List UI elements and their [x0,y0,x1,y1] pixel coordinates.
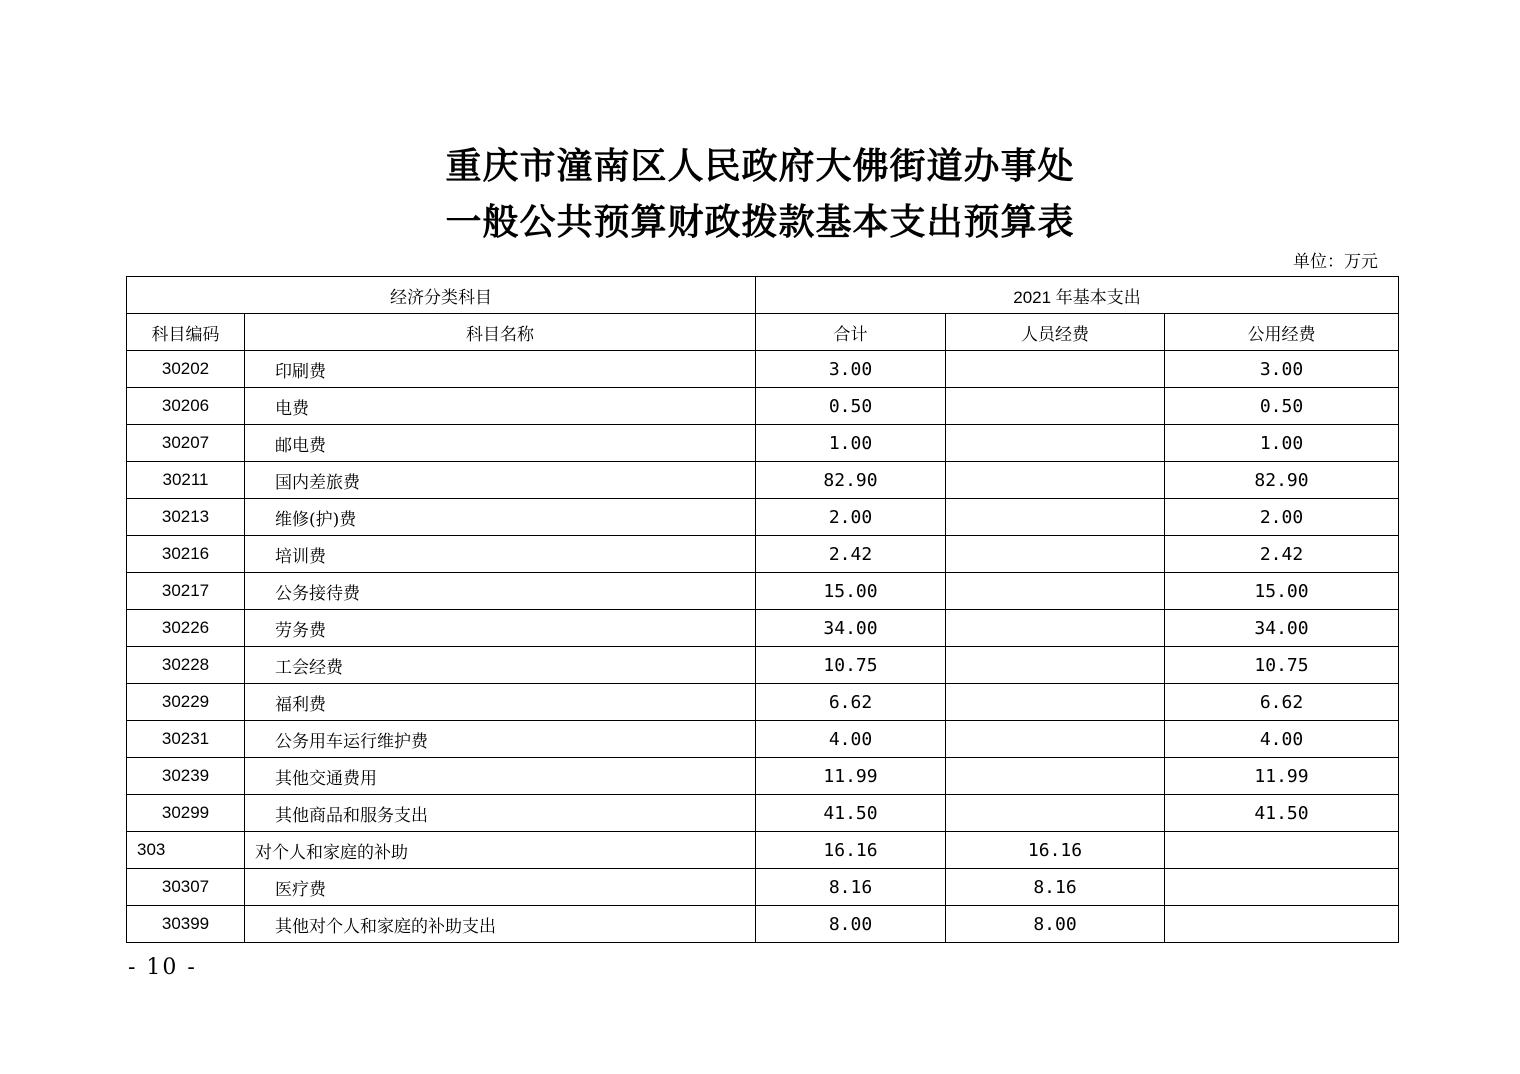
header-total: 合计 [756,314,946,351]
cell-code: 303 [127,832,245,869]
cell-name: 公务接待费 [245,573,756,610]
cell-personnel: 8.00 [946,906,1165,943]
cell-public: 11.99 [1165,758,1399,795]
cell-total: 15.00 [756,573,946,610]
cell-personnel [946,610,1165,647]
header-economic-category: 经济分类科目 [127,277,756,314]
cell-total: 82.90 [756,462,946,499]
cell-public: 15.00 [1165,573,1399,610]
cell-name: 工会经费 [245,647,756,684]
table-row [127,684,1399,721]
cell-public: 6.62 [1165,684,1399,721]
table-row [127,647,1399,684]
cell-total: 34.00 [756,610,946,647]
cell-total: 6.62 [756,684,946,721]
cell-total: 4.00 [756,721,946,758]
header-code: 科目编码 [127,314,245,351]
cell-total: 3.00 [756,351,946,388]
cell-code: 30239 [127,758,245,795]
cell-code: 30202 [127,351,245,388]
cell-code: 30229 [127,684,245,721]
cell-code: 30207 [127,425,245,462]
cell-code: 30213 [127,499,245,536]
cell-name: 劳务费 [245,610,756,647]
cell-public: 2.00 [1165,499,1399,536]
cell-code: 30216 [127,536,245,573]
cell-public: 0.50 [1165,388,1399,425]
table-row [127,499,1399,536]
unit-label: 单位：万元 [1293,252,1378,272]
cell-personnel [946,499,1165,536]
cell-total: 41.50 [756,795,946,832]
cell-name: 邮电费 [245,425,756,462]
cell-public [1165,906,1399,943]
cell-code: 30226 [127,610,245,647]
cell-name: 对个人和家庭的补助 [245,832,756,869]
cell-personnel [946,758,1165,795]
cell-name: 其他商品和服务支出 [245,795,756,832]
cell-total: 8.16 [756,869,946,906]
cell-code: 30299 [127,795,245,832]
table-row [127,573,1399,610]
cell-name: 电费 [245,388,756,425]
cell-personnel [946,388,1165,425]
cell-total: 0.50 [756,388,946,425]
table-group-header-row [127,277,1399,314]
table-row [127,425,1399,462]
page-number: - 10 - [128,955,197,980]
cell-name: 其他对个人和家庭的补助支出 [245,906,756,943]
cell-code: 30399 [127,906,245,943]
cell-personnel [946,536,1165,573]
cell-name: 培训费 [245,536,756,573]
cell-public: 1.00 [1165,425,1399,462]
cell-code: 30206 [127,388,245,425]
cell-name: 福利费 [245,684,756,721]
document-title-line1: 重庆市潼南区人民政府大佛街道办事处 [445,145,1075,187]
cell-code: 30307 [127,869,245,906]
table-row [127,906,1399,943]
cell-total: 11.99 [756,758,946,795]
cell-public: 10.75 [1165,647,1399,684]
cell-code: 30217 [127,573,245,610]
table-row [127,536,1399,573]
table-row [127,351,1399,388]
table-row [127,462,1399,499]
cell-name: 公务用车运行维护费 [245,721,756,758]
table-row [127,721,1399,758]
cell-public [1165,832,1399,869]
document-title-line2: 一般公共预算财政拨款基本支出预算表 [445,201,1075,243]
header-public: 公用经费 [1165,314,1399,351]
cell-name: 国内差旅费 [245,462,756,499]
cell-personnel [946,573,1165,610]
cell-public: 3.00 [1165,351,1399,388]
cell-name: 其他交通费用 [245,758,756,795]
cell-code: 30211 [127,462,245,499]
table-row [127,388,1399,425]
header-year-basic-expense: 2021 年基本支出 [756,277,1399,314]
budget-table [126,276,1399,943]
table-body [127,351,1399,943]
cell-personnel [946,795,1165,832]
cell-public: 41.50 [1165,795,1399,832]
header-name: 科目名称 [245,314,756,351]
header-personnel: 人员经费 [946,314,1165,351]
cell-personnel: 8.16 [946,869,1165,906]
cell-code: 30228 [127,647,245,684]
cell-personnel [946,647,1165,684]
table-column-header-row [127,314,1399,351]
cell-personnel [946,351,1165,388]
cell-personnel [946,462,1165,499]
cell-personnel: 16.16 [946,832,1165,869]
cell-code: 30231 [127,721,245,758]
cell-total: 10.75 [756,647,946,684]
table-row [127,610,1399,647]
cell-personnel [946,684,1165,721]
cell-public [1165,869,1399,906]
cell-public: 82.90 [1165,462,1399,499]
cell-name: 维修(护)费 [245,499,756,536]
cell-public: 2.42 [1165,536,1399,573]
cell-total: 16.16 [756,832,946,869]
cell-name: 医疗费 [245,869,756,906]
cell-total: 8.00 [756,906,946,943]
cell-total: 2.42 [756,536,946,573]
cell-public: 4.00 [1165,721,1399,758]
cell-personnel [946,425,1165,462]
table-row [127,758,1399,795]
cell-total: 1.00 [756,425,946,462]
table-row [127,795,1399,832]
cell-total: 2.00 [756,499,946,536]
cell-name: 印刷费 [245,351,756,388]
cell-personnel [946,721,1165,758]
table-row [127,832,1399,869]
table-row [127,869,1399,906]
cell-public: 34.00 [1165,610,1399,647]
